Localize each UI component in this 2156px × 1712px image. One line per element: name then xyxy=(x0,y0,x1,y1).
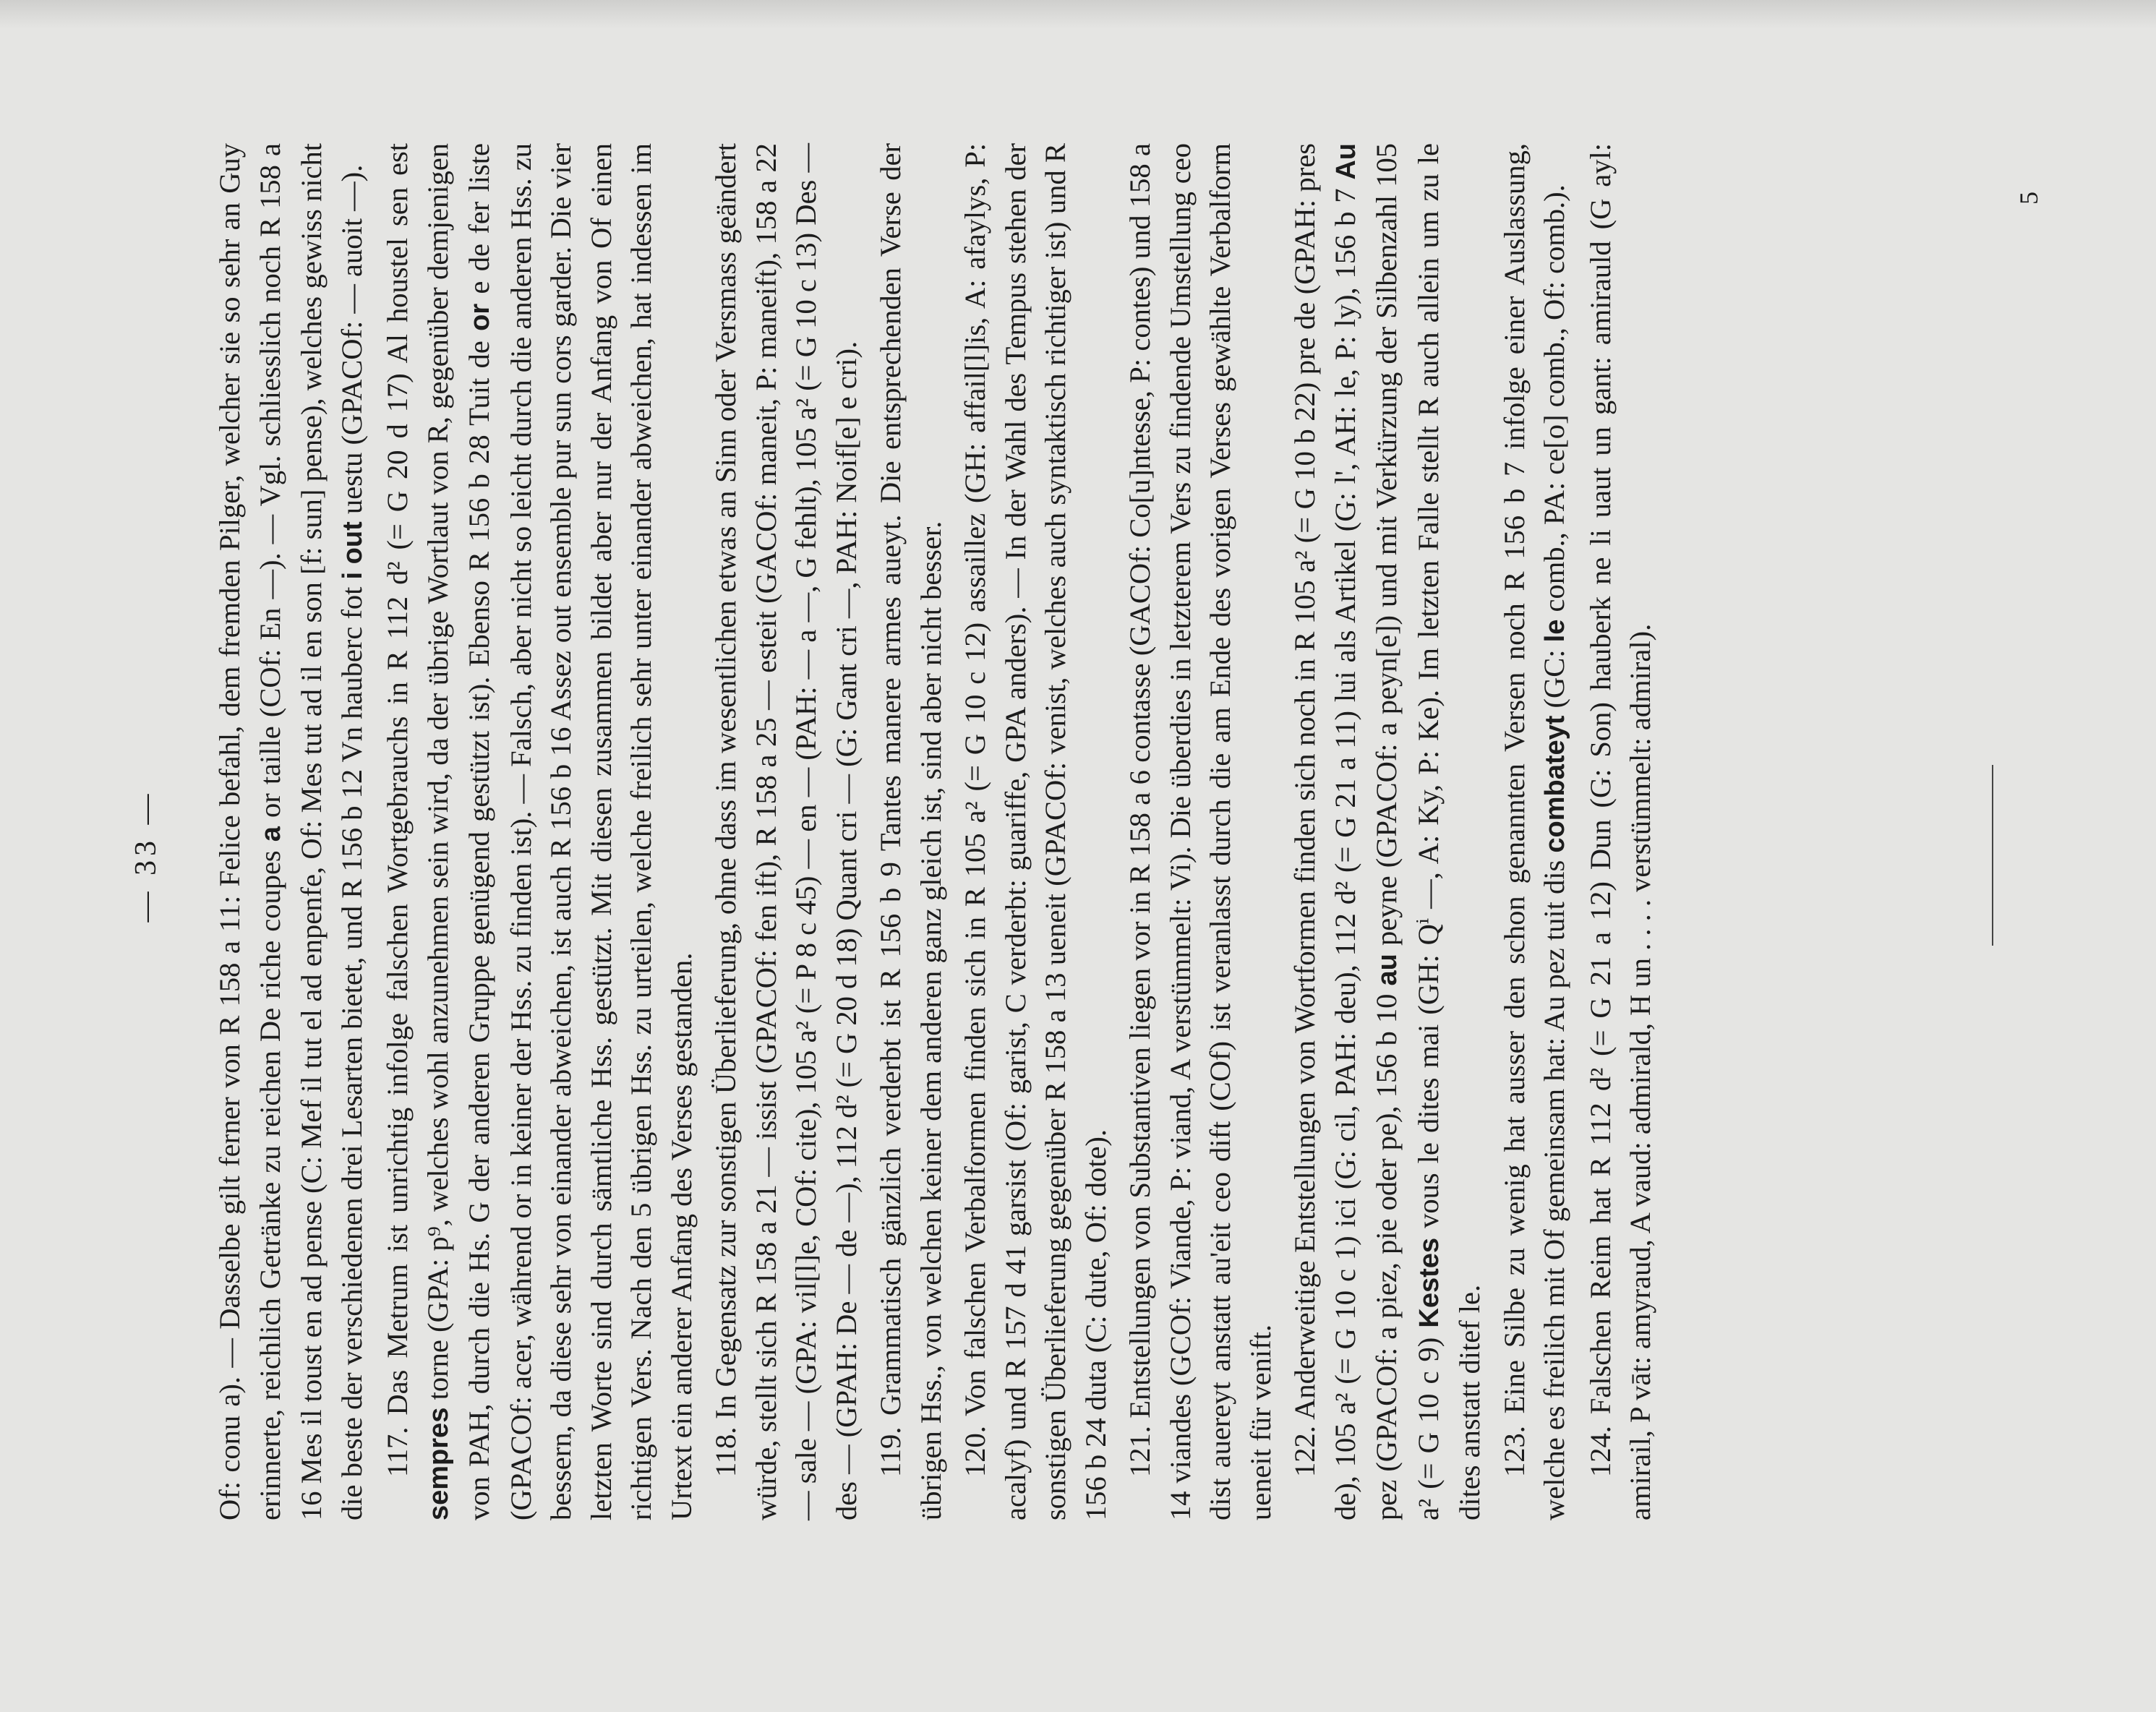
paragraph xyxy=(210,143,373,1520)
text-run: Of: conu a). — Dasselbe gilt ferner von R 158 a 11: Felice befahl, dem fremden Pilger, welcher sie so sehr an Guy erinnerte, reichlich Getränke zu reichen De riche coupes xyxy=(213,143,286,1520)
emphasized-text: or xyxy=(465,303,495,331)
text-run: comb., PA: ce[o] comb., Of: comb.). xyxy=(1538,184,1570,620)
text-run: torne (GPA: p⁹, welches wohl anzunehmen sein wird, da der übrige Wortlaut von R, gegenüber demjenigen von PAH, durch die Hs. G der anderen Gruppe genügend gestützt ist). Ebenso R 156 b 28 Tuit de xyxy=(421,143,495,1520)
text-run: 123. Eine Silbe zu wenig hat ausser den schon genannten Versen noch R 156 b 7 infolge einer Auslassung, welche es freilich mit Of gemeinsam hat: Au pez tuit dis xyxy=(1497,143,1570,1520)
text-run: peyne (GPACOf: a peyn[e]) und mit Verkürzung der Silbenzahl 105 a² (= G 10 c 9) xyxy=(1370,142,1445,1520)
text-run: 118. In Gegensatz zur sonstigen Überlieferung, ohne dass im wesentlichen etwas an Sinn oder Versmass geändert würde, stellt sich R 158 a 21 — issist (GPACOf: fen ift), R 158 a 25 — esteit (GACOf: maneit, P: maneift), 158 a 22 — sale — (GPA: vil[l]e, COf: cite), 105 a² (= P 8 c 45) — en — (PAH: — a —, G fehlt), 105 a² (= G 10 c 13) Des — des — (GPAH: De — de —), 112 d² (= G 20 d 18) Quant cri — (G: Gant cri —, PAH: Noif[e] e cri). xyxy=(709,143,863,1520)
text-run: pez (GPACOf: a piez, pie oder pe), 156 b 10 xyxy=(1370,985,1403,1520)
body-text xyxy=(210,143,1665,1520)
emphasized-text: au xyxy=(1372,954,1403,986)
paragraph xyxy=(1120,143,1280,1520)
page-number-header: — 33 — xyxy=(129,789,163,923)
text-run: (GC: xyxy=(1538,642,1570,716)
emphasized-text: a xyxy=(255,826,286,842)
text-run: 117. Das Metrum ist unrichtig infolge falschen Wortgebrauchs in R 112 d² (= G 20 d 17) Al houstel sen est xyxy=(381,143,414,1477)
emphasized-text: i out xyxy=(337,521,368,580)
text-run: 122. Anderweitige Entstellungen von Wortformen finden sich noch in R 105 a² (= G 10 b 22) pre de (GPAH: pres de), 105 a² (= G 10 c 1) ici (G: cil, PAH: deu), 112 d² (= G 21 a 11) lui als Artikel (G: l', AH: le, P: ly), 156 b 7 xyxy=(1288,143,1361,1520)
paragraph xyxy=(955,143,1116,1520)
text-run: uestu (GPACOf: — auoit —). xyxy=(335,164,368,522)
text-run: 121. Entstellungen von Substantiven liegen vor in R 158 a 6 contasse (GACOf: Co[u]ntesse, P: contes) und 158 a 14 viandes (GCOf: Viande, P: viand, A verstümmelt: Vi). Die überdies in letzterem Vers zu findende Umstellung ceo dist auereyt anstatt au'eit ceo dift (COf) ist veranlasst durch die am Ende des vorigen Verses gewählte Verbalform ueneit für venift. xyxy=(1124,143,1277,1520)
text-run: 124. Falschen Reim hat R 112 d² (= G 21 a 12) Dun (G: Son) hauberk ne li uaut un gant: amirauld (G ayl: amirail, P vāt: amyraud, A vaud: admirald, H un . . . . verstümmelt: admiral). xyxy=(1583,143,1656,1520)
text-run: e de fer liste (GPACOf: acer, während or in keiner der Hss. zu finden ist). — Falsch, aber nicht so leicht durch die anderen Hss. zu bessern, da diese sehr von einander abweichen, ist auch R 156 b 16 Assez out ensemble pur sun cors garder. Die vier letzten Worte sind durch sämtliche Hss. gestützt. Mit diesen zusammen bildet aber nur der Anfang von Of einen richtigen Vers. Nach den 5 übrigen Hss. zu urteilen, welche freilich sehr unter einander abweichen, hat indessen im Urtext ein anderer Anfang des Verses gestanden. xyxy=(463,143,698,1520)
paragraph xyxy=(1580,143,1661,1520)
emphasized-text: le xyxy=(1540,619,1570,643)
text-run: 120. Von falschen Verbalformen finden sich in R 105 a² (= G 10 c 12) assaillez (GH: affail[l]is, A: afaylys, P: acalyf) und R 157 d 41 garsist (Of: garist, C verderbt: guariffe, GPA anders). — In der Wahl des Tempus stehen der sonstigen Überlieferung gegenüber R 158 a 13 ueneit (GPACOf: venist, welches auch syntaktisch richtiger ist) und R 156 b 24 duta (C: dute, Of: dote). xyxy=(959,143,1112,1520)
text-run: or taille (COf: En —). — Vgl. schliesslich noch R 158 a 16 Mes il toust en ad pense (C: Mef il tut el ad enpenfe, Of: Mes tut ad il en son [f: sun] pense), welches gewiss nicht die beste der verschiedenen drei Lesarten bietet, und R 156 b 12 Vn hauberc fot xyxy=(253,143,368,1520)
footer-rule xyxy=(1992,765,1993,946)
paragraph xyxy=(706,143,866,1520)
emphasized-text: Kestes xyxy=(1413,1237,1445,1328)
paragraph xyxy=(377,143,701,1520)
signature-mark: 5 xyxy=(2014,192,2043,205)
text-run: vous le dites mai (GH: Qⁱ —, A: Ky, P: Ke). Im letzten Falle stellt R auch allein um zu le dites anstatt ditef le. xyxy=(1411,143,1486,1520)
text-run: 119. Grammatisch gänzlich verderbt ist R 156 b 9 Tantes manere armes aueyt. Die entsprechenden Verse der übrigen Hss., von welchen keiner dem anderen ganz gleich ist, sind aber nicht besser. xyxy=(874,143,947,1520)
paragraph xyxy=(870,143,951,1520)
emphasized-text: combateyt xyxy=(1540,715,1570,853)
emphasized-text: Au xyxy=(1330,143,1361,180)
emphasized-text: sempres xyxy=(423,1407,454,1520)
paragraph xyxy=(1494,143,1576,1520)
paragraph xyxy=(1285,143,1490,1520)
